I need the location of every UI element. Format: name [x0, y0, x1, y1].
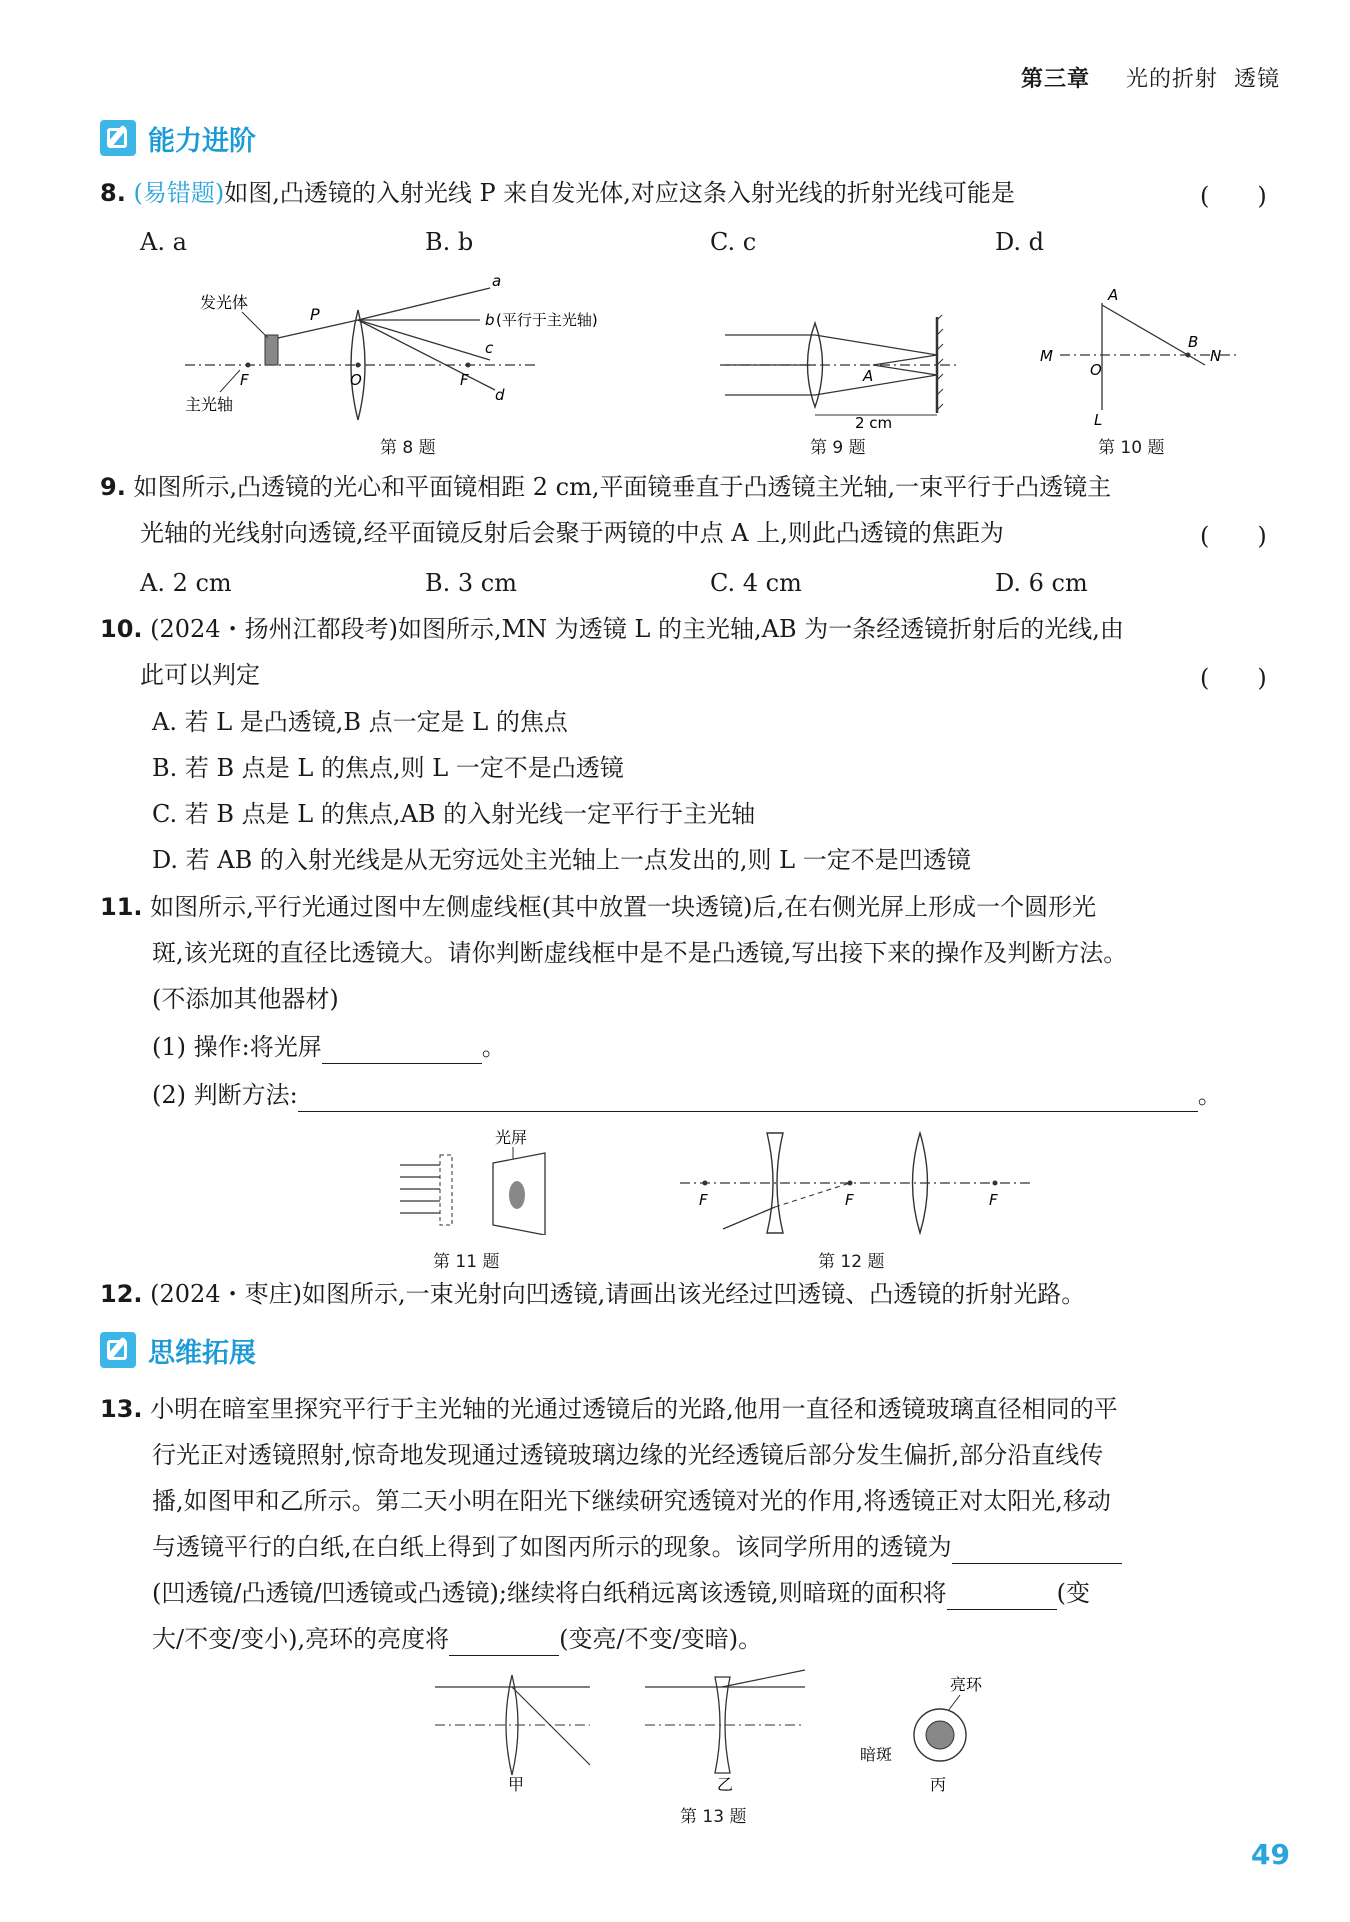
topic-label-2: 透镜 — [1233, 67, 1280, 92]
page-number: 49 — [1251, 1838, 1290, 1871]
light-source-label: 发光体 — [200, 293, 249, 312]
punctuation: 。 — [481, 1033, 506, 1061]
question-11-sub-2 — [152, 1078, 1222, 1112]
label-f-right: F — [460, 371, 469, 389]
question-number: 10. — [100, 615, 143, 643]
figure-10 — [1030, 285, 1240, 430]
question-tag: (2024・扬州江都段考) — [150, 615, 398, 643]
label-a: A — [1108, 286, 1119, 304]
dashed-box — [440, 1155, 452, 1225]
label-bing: 丙 — [930, 1775, 947, 1794]
label-b: b — [485, 311, 495, 329]
question-12 — [100, 1277, 1085, 1311]
label-jia: 甲 — [508, 1775, 525, 1794]
question-13-line-2: 行光正对透镜照射,惊奇地发现通过透镜玻璃边缘的光经透镜后部分发生偏折,部分沿直线传 — [152, 1441, 1104, 1469]
question-8 — [100, 176, 1015, 210]
question-13-line-3: 播,如图甲和乙所示。第二天小明在阳光下继续研究透镜对光的作用,将透镜正对太阳光,移动 — [152, 1487, 1111, 1515]
question-13-line-5 — [152, 1576, 1090, 1610]
answer-paren: ( ) — [1200, 522, 1267, 550]
question-10-line-2: 此可以判定 — [140, 661, 260, 689]
label-a: A — [863, 367, 874, 385]
question-number: 8. — [100, 179, 126, 207]
label-f-left: F — [699, 1191, 708, 1209]
dark-spot — [926, 1721, 954, 1749]
sub-question-text: (1) 操作:将光屏 — [152, 1033, 322, 1061]
answer-blank[interactable] — [298, 1085, 1198, 1112]
spot-label: 暗斑 — [860, 1745, 893, 1764]
label-f-mid: F — [845, 1191, 854, 1209]
question-13 — [100, 1392, 1118, 1426]
question-11 — [100, 890, 1096, 924]
option-c: C. c — [710, 228, 757, 256]
label-d: d — [495, 386, 505, 404]
incident-ray — [723, 1207, 775, 1229]
light-spot — [509, 1181, 525, 1209]
answer-blank[interactable] — [322, 1037, 482, 1064]
label-o: O — [1090, 361, 1102, 379]
question-11-sub-1 — [152, 1030, 506, 1064]
question-text: 如图,凸透镜的入射光线 P 来自发光体,对应这条入射光线的折射光线可能是 — [224, 179, 1015, 207]
question-text: (变 — [1056, 1579, 1090, 1607]
figure-8 — [180, 270, 660, 420]
distance-label: 2 cm — [855, 414, 893, 430]
pencil-icon — [100, 1332, 136, 1368]
figure-12-caption: 第 12 题 — [818, 1252, 885, 1272]
label-yi: 乙 — [717, 1775, 734, 1794]
option-c: C. 4 cm — [710, 569, 802, 597]
label-b-note: (平行于主光轴) — [496, 311, 598, 329]
option-d: D. 6 cm — [995, 569, 1088, 597]
option-a: A. a — [140, 228, 187, 256]
label-l: L — [1094, 411, 1103, 429]
question-number: 12. — [100, 1280, 143, 1308]
question-13-line-4 — [152, 1530, 1122, 1564]
section-expand — [100, 1330, 256, 1370]
topic-label: 光的折射 — [1125, 67, 1218, 92]
question-text: 如图所示,MN 为透镜 L 的主光轴,AB 为一条经透镜折射后的光线,由 — [397, 615, 1124, 643]
question-text: (变亮/不变/变暗)。 — [559, 1625, 763, 1653]
punctuation: 。 — [1197, 1081, 1222, 1109]
section-advanced — [100, 118, 256, 158]
ray-a — [358, 288, 490, 320]
light-source — [265, 335, 278, 365]
figure-9 — [715, 315, 965, 430]
option-b: B. 若 B 点是 L 的焦点,则 L 一定不是凸透镜 — [152, 754, 624, 782]
answer-blank[interactable] — [947, 1583, 1057, 1610]
figure-9-caption: 第 9 题 — [810, 438, 866, 458]
question-number: 13. — [100, 1395, 143, 1423]
option-a: A. 若 L 是凸透镜,B 点一定是 L 的焦点 — [152, 708, 568, 736]
label-o: O — [350, 371, 362, 389]
question-tag: (2024・枣庄) — [150, 1280, 302, 1308]
figure-11 — [395, 1125, 555, 1235]
section-title: 思维拓展 — [148, 1337, 256, 1369]
pencil-icon — [100, 120, 136, 156]
answer-paren: ( ) — [1200, 664, 1267, 692]
label-f-right: F — [989, 1191, 998, 1209]
figure-12 — [675, 1125, 1035, 1235]
page-header — [1021, 62, 1280, 93]
question-text: 大/不变/变小),亮环的亮度将 — [152, 1625, 450, 1653]
question-9 — [100, 470, 1111, 504]
ring-label: 亮环 — [950, 1675, 983, 1694]
answer-blank[interactable] — [449, 1629, 559, 1656]
sub-question-text: (2) 判断方法: — [152, 1081, 298, 1109]
question-9-line-2: 光轴的光线射向透镜,经平面镜反射后会聚于两镜的中点 A 上,则此凸透镜的焦距为 — [140, 519, 1004, 547]
option-d: D. d — [995, 228, 1045, 256]
question-13-line-6 — [152, 1622, 762, 1656]
option-a: A. 2 cm — [140, 569, 232, 597]
label-m: M — [1040, 347, 1053, 365]
question-11-line-2: 斑,该光斑的直径比透镜大。请你判断虚线框中是不是凸透镜,写出接下来的操作及判断方法。 — [152, 939, 1128, 967]
option-b: B. b — [425, 228, 474, 256]
label-p: P — [310, 305, 320, 324]
chapter-label: 第三章 — [1020, 67, 1090, 92]
option-b: B. 3 cm — [425, 569, 517, 597]
answer-paren: ( ) — [1200, 182, 1267, 210]
question-number: 11. — [100, 893, 143, 921]
answer-blank[interactable] — [952, 1537, 1122, 1564]
question-text: 如图所示,凸透镜的光心和平面镜相距 2 cm,平面镜垂直于凸透镜主光轴,一束平行于凸透镜主 — [133, 473, 1112, 501]
figure-13-caption: 第 13 题 — [680, 1807, 747, 1827]
question-10 — [100, 612, 1124, 646]
option-d: D. 若 AB 的入射光线是从无穷远处主光轴上一点发出的,则 L 一定不是凹透镜 — [152, 846, 971, 874]
label-n: N — [1210, 347, 1222, 365]
question-tag: (易错题) — [133, 179, 225, 207]
question-text: (凹透镜/凸透镜/凹透镜或凸透镜);继续将白纸稍远离该透镜,则暗斑的面积将 — [152, 1579, 947, 1607]
figure-13 — [430, 1665, 1010, 1800]
question-text: 与透镜平行的白纸,在白纸上得到了如图丙所示的现象。该同学所用的透镜为 — [152, 1533, 952, 1561]
question-text: 如图所示,一束光射向凹透镜,请画出该光经过凹透镜、凸透镜的折射光路。 — [301, 1280, 1086, 1308]
figure-10-caption: 第 10 题 — [1098, 438, 1165, 458]
figure-8-caption: 第 8 题 — [380, 438, 436, 458]
axis-label: 主光轴 — [185, 395, 234, 414]
figure-11-caption: 第 11 题 — [433, 1252, 500, 1272]
question-text: 如图所示,平行光通过图中左侧虚线框(其中放置一块透镜)后,在右侧光屏上形成一个圆形光 — [150, 893, 1097, 921]
question-text: 小明在暗室里探究平行于主光轴的光通过透镜后的光路,他用一直径和透镜玻璃直径相同的平 — [150, 1395, 1118, 1423]
screen-label: 光屏 — [495, 1128, 528, 1147]
label-c: c — [485, 339, 494, 357]
option-c: C. 若 B 点是 L 的焦点,AB 的入射光线一定平行于主光轴 — [152, 800, 756, 828]
label-b: B — [1188, 333, 1199, 351]
question-11-line-3: (不添加其他器材) — [152, 985, 339, 1013]
label-f: F — [240, 371, 249, 389]
section-title: 能力进阶 — [148, 125, 256, 157]
label-a: a — [492, 272, 502, 290]
question-number: 9. — [100, 473, 126, 501]
